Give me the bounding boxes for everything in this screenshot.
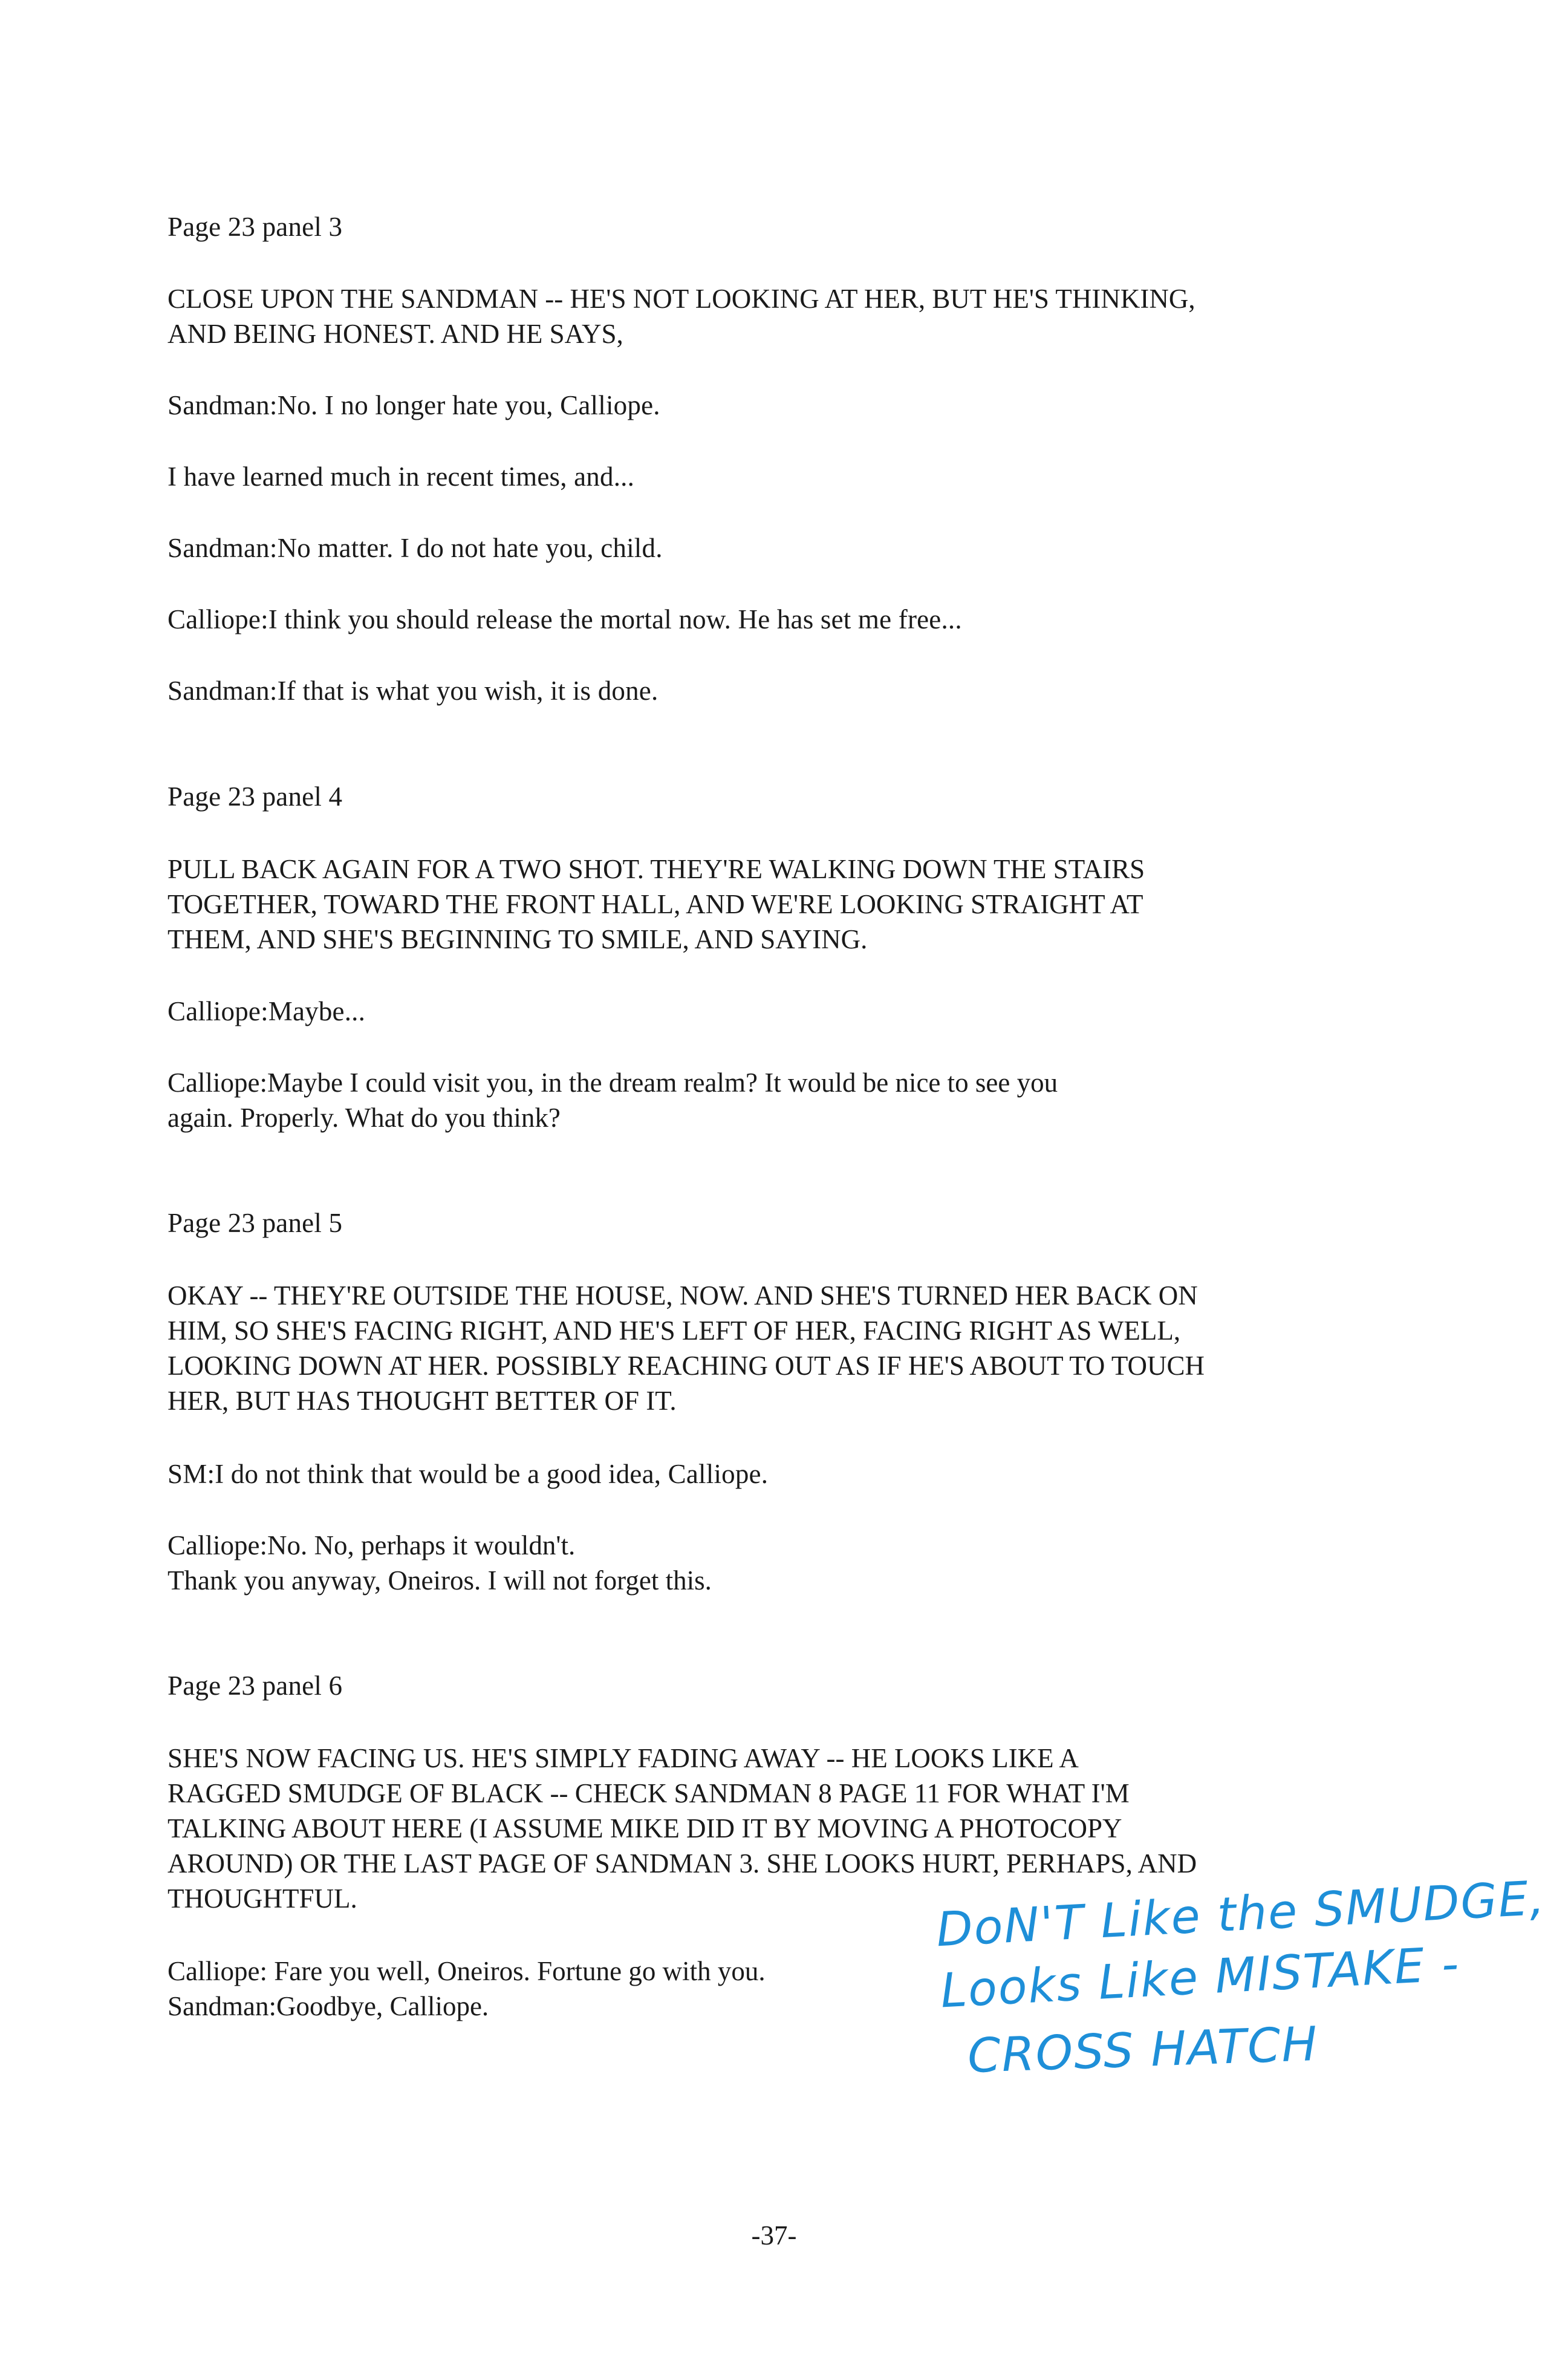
- description-line: SHE'S NOW FACING US. HE'S SIMPLY FADING AWAY -- HE LOOKS LIKE A: [167, 1743, 1079, 1773]
- dialogue-line: Thank you anyway, Oneiros. I will not forget this.: [167, 1565, 712, 1596]
- description-line: OKAY -- THEY'RE OUTSIDE THE HOUSE, NOW. AND SHE'S TURNED HER BACK ON: [167, 1280, 1198, 1311]
- dialogue-block: [167, 1065, 1335, 1135]
- description-line: HIM, SO SHE'S FACING RIGHT, AND HE'S LEFT OF HER, FACING RIGHT AS WELL,: [167, 1316, 1181, 1346]
- description-line: TALKING ABOUT HERE (I ASSUME MIKE DID IT BY MOVING A PHOTOCOPY: [167, 1813, 1122, 1844]
- dialogue-line: Sandman:No. I no longer hate you, Calliope.: [167, 390, 660, 420]
- panel-description: [167, 852, 1335, 957]
- panel-heading: Page 23 panel 6: [167, 1671, 343, 1701]
- description-line: PULL BACK AGAIN FOR A TWO SHOT. THEY'RE WALKING DOWN THE STAIRS: [167, 854, 1145, 884]
- panel-description: [167, 1741, 1335, 1916]
- panel-description: [167, 281, 1335, 351]
- panel-heading: Page 23 panel 3: [167, 212, 343, 242]
- description-line: THOUGHTFUL.: [167, 1883, 357, 1914]
- description-line: RAGGED SMUDGE OF BLACK -- CHECK SANDMAN 8 PAGE 11 FOR WHAT I'M: [167, 1778, 1130, 1808]
- dialogue-line: Calliope: Fare you well, Oneiros. Fortune go with you.: [167, 1956, 766, 1986]
- description-line: TOGETHER, TOWARD THE FRONT HALL, AND WE'RE LOOKING STRAIGHT AT: [167, 889, 1143, 919]
- description-line: AND BEING HONEST. AND HE SAYS,: [167, 319, 623, 349]
- handwritten-note-line: CROSS HATCH: [966, 2016, 1319, 2084]
- handwritten-note-line: DoN'T Like the SMUDGE,: [935, 1871, 1547, 1958]
- handwritten-note-line: Looks Like MISTAKE -: [939, 1937, 1462, 2019]
- dialogue-line: Sandman:Goodbye, Calliope.: [167, 1991, 489, 2021]
- description-line: AROUND) OR THE LAST PAGE OF SANDMAN 3. SHE LOOKS HURT, PERHAPS, AND: [167, 1848, 1197, 1879]
- dialogue-line: Sandman:No matter. I do not hate you, child.: [167, 533, 663, 563]
- dialogue-line: again. Properly. What do you think?: [167, 1103, 561, 1133]
- panel-description: [167, 1278, 1335, 1418]
- dialogue-line: Calliope:Maybe...: [167, 996, 366, 1026]
- page-number: -37-: [751, 2220, 797, 2251]
- dialogue-line: Calliope:No. No, perhaps it wouldn't.: [167, 1530, 576, 1560]
- dialogue-line: Calliope:I think you should release the mortal now. He has set me free...: [167, 604, 962, 634]
- dialogue-line: I have learned much in recent times, and...: [167, 461, 635, 492]
- description-line: HER, BUT HAS THOUGHT BETTER OF IT.: [167, 1386, 677, 1416]
- description-line: THEM, AND SHE'S BEGINNING TO SMILE, AND SAYING.: [167, 924, 868, 954]
- dialogue-line: Calliope:Maybe I could visit you, in the dream realm? It would be nice to see you: [167, 1068, 1058, 1098]
- panel-heading: Page 23 panel 4: [167, 781, 343, 812]
- dialogue-block: [167, 1528, 1335, 1598]
- dialogue-line: SM:I do not think that would be a good idea, Calliope.: [167, 1459, 769, 1489]
- description-line: CLOSE UPON THE SANDMAN -- HE'S NOT LOOKING AT HER, BUT HE'S THINKING,: [167, 284, 1195, 314]
- description-line: LOOKING DOWN AT HER. POSSIBLY REACHING OUT AS IF HE'S ABOUT TO TOUCH: [167, 1351, 1205, 1381]
- dialogue-line: Sandman:If that is what you wish, it is done.: [167, 676, 659, 706]
- panel-heading: Page 23 panel 5: [167, 1208, 343, 1238]
